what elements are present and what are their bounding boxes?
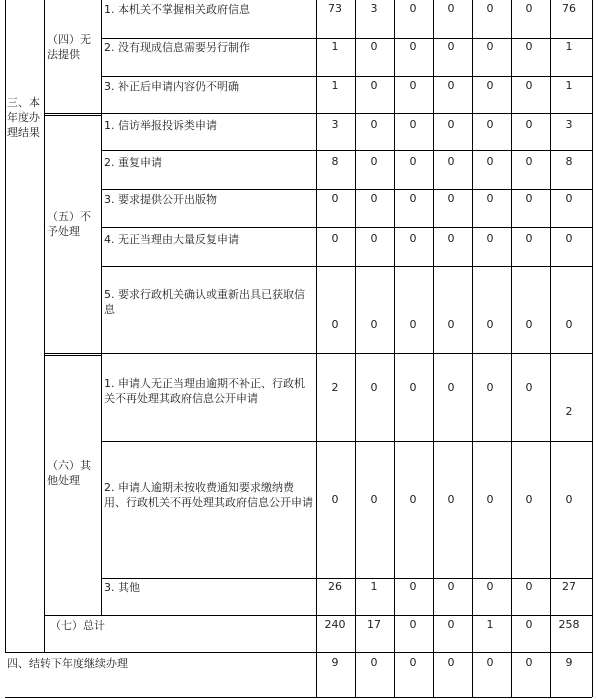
row-value-cell: 0 (565, 493, 573, 506)
row-value-cell: 0 (525, 79, 533, 92)
row-value-cell: 0 (525, 493, 533, 506)
section4-label: 四、结转下年度继续办理 (7, 657, 128, 670)
row-value-cell: 0 (525, 580, 533, 593)
row-value-cell: 1 (565, 79, 573, 92)
row-value-cell: 0 (525, 2, 533, 15)
row-value-cell: 1 (370, 580, 378, 593)
total-value-cell: 258 (558, 618, 580, 631)
row-value-cell: 0 (447, 79, 455, 92)
row-label: 1. 本机关不掌握相关政府信息 (104, 3, 250, 16)
row-value-cell: 0 (447, 493, 455, 506)
row-label: 1. 申请人无正当理由逾期不补正、行政机关不再处理其政府信息公开申请 (104, 377, 305, 405)
row-value-cell: 0 (447, 381, 455, 394)
row-value-cell: 1 (331, 40, 339, 53)
row-label: 3. 要求提供公开出版物 (104, 193, 217, 206)
row-value-cell: 0 (486, 493, 494, 506)
section4-top-line (5, 652, 592, 653)
row-value-cell: 3 (370, 2, 378, 15)
group-label-total: （七）总计 (50, 619, 105, 632)
row-value-cell: 0 (486, 2, 494, 15)
row-line-4 (101, 227, 592, 228)
carry-value-cell: 0 (447, 656, 455, 669)
total-value-cell: 240 (324, 618, 346, 631)
row-value-cell: 1 (565, 40, 573, 53)
row-line-2 (101, 150, 592, 151)
row-value-cell: 0 (525, 232, 533, 245)
group-label-other: （六）其他处理 (47, 459, 91, 487)
table-border-bottom (5, 697, 592, 698)
section3-label: 三、本年度办理结果 (7, 96, 40, 139)
row-value-cell: 0 (409, 381, 417, 394)
row-value-cell: 0 (370, 79, 378, 92)
group-line-0 (44, 113, 592, 114)
row-value-cell: 0 (486, 580, 494, 593)
row-value-cell: 0 (525, 192, 533, 205)
row-value-cell: 76 (562, 2, 576, 15)
row-label: 2. 没有现成信息需要另行制作 (104, 41, 250, 54)
row-value-cell: 0 (331, 232, 339, 245)
row-value-cell: 0 (331, 493, 339, 506)
row-value-cell: 0 (409, 192, 417, 205)
row-value-cell: 0 (565, 232, 573, 245)
group-line-inner-0 (44, 115, 102, 116)
row-value-cell: 0 (409, 118, 417, 131)
row-value-cell: 0 (370, 318, 378, 331)
row-value-cell: 0 (409, 493, 417, 506)
row-label: 5. 要求行政机关确认或重新出具已获取信息 (104, 288, 305, 316)
row-value-cell: 2 (331, 381, 339, 394)
total-value-cell: 0 (409, 618, 417, 631)
group-line-inner-1 (44, 355, 102, 356)
total-value-cell: 0 (525, 618, 533, 631)
table-border-left (5, 0, 6, 652)
row-value-cell: 0 (486, 232, 494, 245)
row-value-cell: 0 (447, 192, 455, 205)
row-value-cell: 0 (525, 381, 533, 394)
row-value-cell: 0 (525, 40, 533, 53)
row-value-cell: 0 (486, 118, 494, 131)
total-value-cell: 1 (486, 618, 494, 631)
row-line-3 (101, 189, 592, 190)
row-value-cell: 27 (562, 580, 576, 593)
row-value-cell: 0 (409, 2, 417, 15)
row-value-cell: 0 (447, 40, 455, 53)
row-label: 1. 信访举报投诉类申请 (104, 119, 217, 132)
group-line-1 (44, 353, 592, 354)
row-value-cell: 0 (409, 232, 417, 245)
group-label-unable: （四）无法提供 (47, 33, 91, 61)
row-value-cell: 1 (331, 79, 339, 92)
row-value-cell: 0 (370, 192, 378, 205)
table-border-right (592, 0, 593, 697)
row-value-cell: 0 (370, 40, 378, 53)
total-value-cell: 0 (447, 618, 455, 631)
row-value-cell: 0 (525, 318, 533, 331)
row-value-cell: 0 (409, 318, 417, 331)
row-value-cell: 0 (331, 318, 339, 331)
row-line-1 (101, 76, 592, 77)
carry-value-cell: 0 (525, 656, 533, 669)
row-value-cell: 0 (447, 155, 455, 168)
carry-value-cell: 0 (486, 656, 494, 669)
row-value-cell: 26 (328, 580, 342, 593)
row-value-cell: 0 (331, 192, 339, 205)
group-label-not-processed: （五）不予处理 (47, 210, 91, 238)
row-value-cell: 0 (370, 118, 378, 131)
row-value-cell: 0 (565, 192, 573, 205)
row-value-cell: 3 (565, 118, 573, 131)
carry-value-cell: 9 (331, 656, 339, 669)
row-value-cell: 0 (486, 381, 494, 394)
row-value-cell: 0 (409, 40, 417, 53)
carry-value-cell: 0 (409, 656, 417, 669)
row-value-cell: 0 (486, 192, 494, 205)
row-value-cell: 3 (331, 118, 339, 131)
row-value-cell: 0 (409, 155, 417, 168)
carry-value-cell: 9 (565, 656, 573, 669)
row-line-6 (101, 441, 592, 442)
row-value-cell: 0 (565, 318, 573, 331)
row-value-cell: 0 (370, 232, 378, 245)
row-value-cell: 0 (370, 493, 378, 506)
row-label: 3. 其他 (104, 581, 140, 594)
row-value-cell: 0 (486, 79, 494, 92)
row-label: 3. 补正后申请内容仍不明确 (104, 80, 239, 93)
row-value-cell: 0 (486, 155, 494, 168)
row-value-cell: 8 (565, 155, 573, 168)
row-value-cell: 2 (565, 405, 573, 418)
row-value-cell: 0 (486, 318, 494, 331)
row-label: 2. 申请人逾期未按收费通知要求缴纳费用、行政机关不再处理其政府信息公开申请 (104, 481, 313, 509)
group-divider (101, 0, 102, 615)
row-line-5 (101, 266, 592, 267)
row-value-cell: 0 (409, 79, 417, 92)
row-label: 2. 重复申请 (104, 156, 162, 169)
row-value-cell: 0 (525, 155, 533, 168)
row-value-cell: 73 (328, 2, 342, 15)
row-value-cell: 0 (447, 232, 455, 245)
row-line-0 (101, 38, 592, 39)
row-line-other (101, 578, 592, 579)
row-value-cell: 0 (409, 580, 417, 593)
row-value-cell: 0 (486, 40, 494, 53)
row-value-cell: 8 (331, 155, 339, 168)
row-value-cell: 0 (447, 118, 455, 131)
row-value-cell: 0 (370, 381, 378, 394)
row-value-cell: 0 (525, 118, 533, 131)
total-value-cell: 17 (367, 618, 381, 631)
carry-value-cell: 0 (370, 656, 378, 669)
total-top-line (44, 615, 592, 616)
row-value-cell: 0 (447, 318, 455, 331)
row-value-cell: 0 (370, 155, 378, 168)
row-label: 4. 无正当理由大量反复申请 (104, 233, 239, 246)
row-value-cell: 0 (447, 2, 455, 15)
row-value-cell: 0 (447, 580, 455, 593)
